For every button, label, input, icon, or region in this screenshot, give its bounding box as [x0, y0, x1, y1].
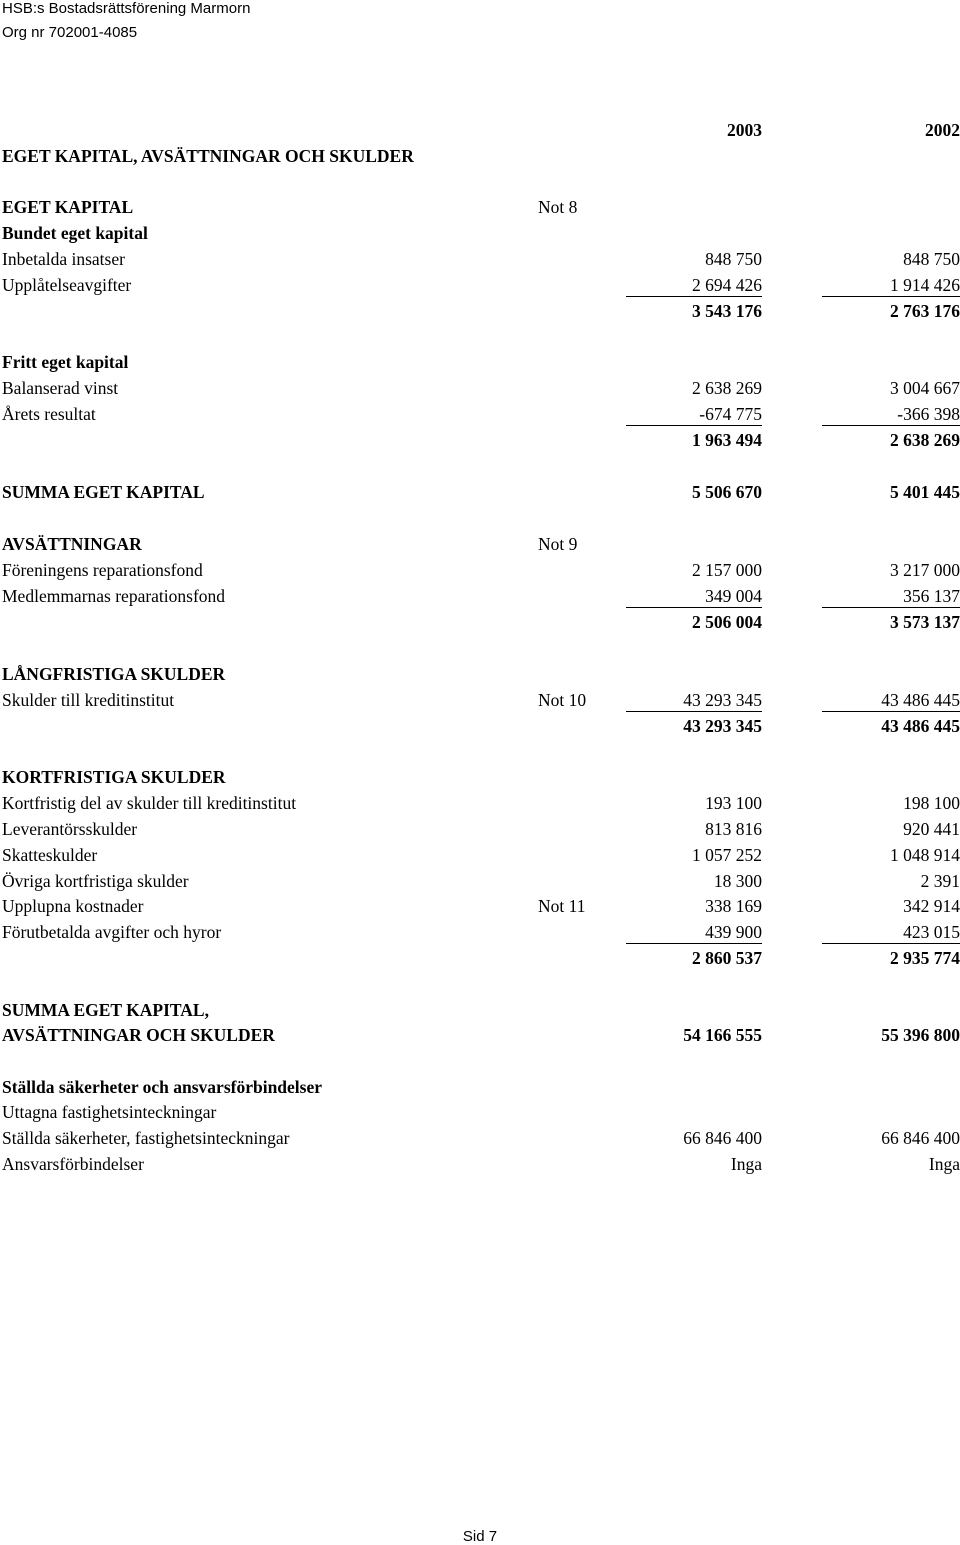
- avsattningar-heading-row: [0, 533, 960, 555]
- subtotal-2002: 43 486 445: [881, 716, 960, 736]
- subtotal-2003: 43 293 345: [683, 716, 762, 736]
- value-2002: Inga: [928, 1154, 960, 1174]
- subtotal-row: [0, 429, 960, 451]
- table-row: [0, 818, 960, 840]
- underline-2002: [822, 296, 960, 297]
- subtotal-row: [0, 300, 960, 322]
- subtotal-2003: 2 860 537: [692, 948, 762, 968]
- table-row: [0, 844, 960, 866]
- subtotal-2003: 1 963 494: [692, 430, 762, 450]
- avsattningar-heading: AVSÄTTNINGAR: [2, 534, 142, 554]
- underline-2003: [626, 943, 762, 944]
- fritt-heading-row: [0, 351, 960, 373]
- value-2003: 193 100: [705, 793, 762, 813]
- note-reference: Not 9: [538, 534, 578, 554]
- underline-2003: [626, 425, 762, 426]
- subtotal-row: [0, 715, 960, 737]
- underline-2002: [822, 607, 960, 608]
- table-row: [0, 559, 960, 581]
- sakerheter-heading-row: [0, 1076, 960, 1098]
- row-label: Skatteskulder: [2, 845, 98, 865]
- section-title: EGET KAPITAL, AVSÄTTNINGAR OCH SKULDER: [2, 146, 414, 166]
- subtotal-2003: 3 543 176: [692, 301, 762, 321]
- table-row: [0, 1101, 960, 1123]
- table-row: [0, 895, 960, 917]
- row-label: Ställda säkerheter, fastighetsinteckningar: [2, 1128, 290, 1148]
- value-2002: 356 137: [903, 586, 960, 606]
- row-label: Inbetalda insatser: [2, 249, 125, 269]
- row-label: Övriga kortfristiga skulder: [2, 871, 189, 891]
- row-label: Upplupna kostnader: [2, 896, 144, 916]
- subtotal-row: [0, 947, 960, 969]
- value-2003: 66 846 400: [683, 1128, 762, 1148]
- bundet-heading-row: [0, 222, 960, 244]
- value-2003: 2 694 426: [692, 275, 762, 295]
- underline-2003: [626, 296, 762, 297]
- grand-total-label-row: [0, 999, 960, 1021]
- table-row: [0, 689, 960, 711]
- value-2002: 3 004 667: [890, 378, 960, 398]
- year-2003: 2003: [727, 120, 762, 140]
- underline-2002: [822, 425, 960, 426]
- subtotal-2002: 2 638 269: [890, 430, 960, 450]
- table-row: [0, 274, 960, 296]
- value-2003: 439 900: [705, 922, 762, 942]
- value-2002: 43 486 445: [881, 690, 960, 710]
- kortfristiga-heading-row: [0, 766, 960, 788]
- value-2003: 18 300: [713, 871, 762, 891]
- row-label: Skulder till kreditinstitut: [2, 690, 175, 710]
- row-label: Uttagna fastighetsinteckningar: [2, 1102, 217, 1122]
- value-2002: 1 048 914: [890, 845, 960, 865]
- row-label: Medlemmarnas reparationsfond: [2, 586, 226, 606]
- bundet-heading: Bundet eget kapital: [2, 223, 148, 243]
- underline-2002: [822, 711, 960, 712]
- value-2003: -674 775: [699, 404, 762, 424]
- total-row: [0, 481, 960, 503]
- subtotal-2002: 2 935 774: [890, 948, 960, 968]
- value-2002: 66 846 400: [881, 1128, 960, 1148]
- value-2002: -366 398: [897, 404, 960, 424]
- note-reference: Not 8: [538, 197, 578, 217]
- subtotal-2002: 2 763 176: [890, 301, 960, 321]
- underline-2003: [626, 711, 762, 712]
- total-label: SUMMA EGET KAPITAL: [2, 482, 205, 502]
- page-number: Sid 7: [462, 1528, 498, 1545]
- value-2003: Inga: [730, 1154, 762, 1174]
- langfristiga-heading: LÅNGFRISTIGA SKULDER: [2, 664, 226, 684]
- section-title-row: [0, 145, 960, 167]
- table-row: [0, 870, 960, 892]
- total-2002: 5 401 445: [890, 482, 960, 502]
- eget-kapital-heading: EGET KAPITAL: [2, 197, 134, 217]
- grand-total-2002: 55 396 800: [881, 1025, 960, 1045]
- langfristiga-heading-row: [0, 663, 960, 685]
- row-label: Kortfristig del av skulder till kreditinstitut: [2, 793, 297, 813]
- row-label: Balanserad vinst: [2, 378, 119, 398]
- value-2003: 2 157 000: [692, 560, 762, 580]
- row-label: Föreningens reparationsfond: [2, 560, 203, 580]
- grand-total-row: [0, 1024, 960, 1046]
- grand-total-label-line1: SUMMA EGET KAPITAL,: [2, 1000, 209, 1020]
- value-2002: 1 914 426: [890, 275, 960, 295]
- grand-total-2003: 54 166 555: [683, 1025, 762, 1045]
- sakerheter-heading: Ställda säkerheter och ansvarsförbindelser: [2, 1077, 323, 1097]
- subtotal-2003: 2 506 004: [692, 612, 762, 632]
- row-label: Upplåtelseavgifter: [2, 275, 132, 295]
- value-2002: 198 100: [903, 793, 960, 813]
- underline-2002: [822, 943, 960, 944]
- value-2002: 848 750: [903, 249, 960, 269]
- table-row: [0, 403, 960, 425]
- year-header-row: [0, 119, 960, 141]
- kortfristiga-heading: KORTFRISTIGA SKULDER: [2, 767, 226, 787]
- table-row: [0, 1127, 960, 1149]
- value-2003: 43 293 345: [683, 690, 762, 710]
- table-row: [0, 585, 960, 607]
- value-2002: 342 914: [903, 896, 960, 916]
- table-row: [0, 1153, 960, 1175]
- organization-number: Org nr 702001-4085: [2, 24, 138, 41]
- eget-kapital-heading-row: [0, 196, 960, 218]
- grand-total-label-line2: AVSÄTTNINGAR OCH SKULDER: [2, 1025, 275, 1045]
- value-2003: 2 638 269: [692, 378, 762, 398]
- table-row: [0, 248, 960, 270]
- value-2003: 1 057 252: [692, 845, 762, 865]
- subtotal-row: [0, 611, 960, 633]
- table-row: [0, 377, 960, 399]
- total-2003: 5 506 670: [692, 482, 762, 502]
- value-2002: 2 391: [920, 871, 960, 891]
- value-2002: 423 015: [903, 922, 960, 942]
- table-row: [0, 792, 960, 814]
- value-2003: 813 816: [705, 819, 762, 839]
- row-label: Ansvarsförbindelser: [2, 1154, 144, 1174]
- table-row: [0, 921, 960, 943]
- value-2003: 848 750: [705, 249, 762, 269]
- subtotal-2002: 3 573 137: [890, 612, 960, 632]
- row-label: Förutbetalda avgifter och hyror: [2, 922, 222, 942]
- value-2002: 920 441: [903, 819, 960, 839]
- fritt-heading: Fritt eget kapital: [2, 352, 129, 372]
- value-2002: 3 217 000: [890, 560, 960, 580]
- note-reference: Not 11: [538, 896, 586, 916]
- note-reference: Not 10: [538, 690, 587, 710]
- value-2003: 338 169: [705, 896, 762, 916]
- organization-name: HSB:s Bostadsrättsförening Marmorn: [2, 0, 251, 17]
- year-2002: 2002: [925, 120, 960, 140]
- value-2003: 349 004: [705, 586, 762, 606]
- row-label: Leverantörsskulder: [2, 819, 138, 839]
- row-label: Årets resultat: [2, 404, 96, 424]
- underline-2003: [626, 607, 762, 608]
